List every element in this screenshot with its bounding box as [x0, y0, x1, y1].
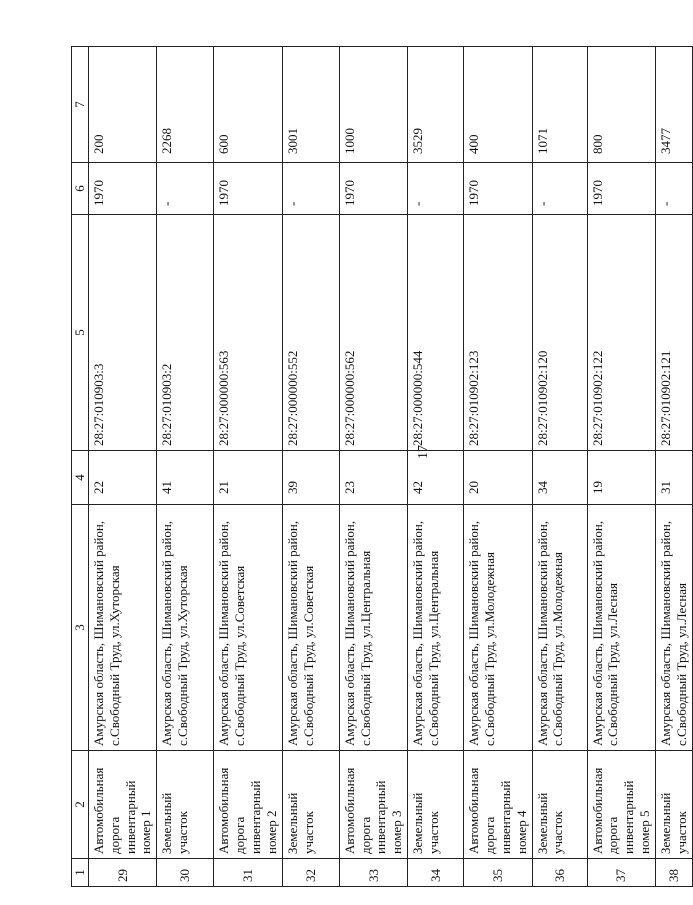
table-row [157, 47, 214, 887]
year: - [656, 163, 693, 215]
object-name: Автомобильная дорога инвентарный номер 2 [214, 751, 282, 859]
year: - [157, 163, 214, 215]
row-number: 34 [408, 859, 464, 887]
column-4-value: 31 [656, 451, 693, 505]
cadastral-number: 28:27:000000:562 [339, 215, 407, 451]
row-number: 33 [339, 859, 407, 887]
column-4-value: 22 [88, 451, 156, 505]
value: 3001 [282, 47, 339, 163]
value: 800 [587, 47, 655, 163]
row-number: 35 [464, 859, 532, 887]
column-header: 7 [72, 47, 89, 163]
cadastral-number: 28:27:000000:552 [282, 215, 339, 451]
object-name: Автомобильная дорога инвентарный номер 4 [464, 751, 532, 859]
column-header: 5 [72, 215, 89, 451]
value: 400 [464, 47, 532, 163]
object-address: Амурская область, Шимановский район, с.Свободный Труд, ул.Центральная [339, 505, 407, 751]
value: 1000 [339, 47, 407, 163]
object-name: Земельный участок [408, 751, 464, 859]
object-address: Амурская область, Шимановский район, с.Свободный Труд, ул.Лесная [656, 505, 693, 751]
column-header: 4 [72, 451, 89, 505]
object-address: Амурская область, Шимановский район, с.Свободный Труд, ул.Лесная [587, 505, 655, 751]
object-name: Земельный участок [282, 751, 339, 859]
year: 1970 [587, 163, 655, 215]
cadastral-number: 28:27:010902:120 [532, 215, 587, 451]
table-row [214, 47, 282, 887]
table-row [656, 47, 693, 887]
row-number: 29 [88, 859, 156, 887]
value: 200 [88, 47, 156, 163]
column-4-value: 42 [408, 451, 464, 505]
table-row [408, 47, 464, 887]
column-4-value: 23 [339, 451, 407, 505]
object-address: Амурская область, Шимановский район, с.Свободный Труд, ул.Советская [214, 505, 282, 751]
column-header: 6 [72, 163, 89, 215]
object-name: Автомобильная дорога инвентарный номер 5 [587, 751, 655, 859]
column-header: 1 [72, 859, 89, 887]
year: 1970 [464, 163, 532, 215]
value: 3477 [656, 47, 693, 163]
table-row [88, 47, 156, 887]
table-row [587, 47, 655, 887]
object-address: Амурская область, Шимановский район, с.Свободный Труд, ул.Советская [282, 505, 339, 751]
column-4-value: 20 [464, 451, 532, 505]
column-4-value: 39 [282, 451, 339, 505]
year: 1970 [88, 163, 156, 215]
cadastral-number: 28:27:010902:122 [587, 215, 655, 451]
object-address: Амурская область, Шимановский район, с.Свободный Труд, ул.Центральная [408, 505, 464, 751]
year: - [282, 163, 339, 215]
object-name: Земельный участок [532, 751, 587, 859]
row-number: 37 [587, 859, 655, 887]
object-name: Земельный участок [157, 751, 214, 859]
cadastral-number: 28:27:010903:2 [157, 215, 214, 451]
cadastral-number: 28:27:010902:121 [656, 215, 693, 451]
row-number: 31 [214, 859, 282, 887]
object-address: Амурская область, Шимановский район, с.Свободный Труд, ул.Хуторская [157, 505, 214, 751]
object-address: Амурская область, Шимановский район, с.Свободный Труд, ул.Молодежная [464, 505, 532, 751]
year: 1970 [339, 163, 407, 215]
object-address: Амурская область, Шимановский район, с.Свободный Труд, ул.Хуторская [88, 505, 156, 751]
cadastral-number: 28:27:010902:123 [464, 215, 532, 451]
cadastral-number: 28:27:010903:3 [88, 215, 156, 451]
row-number: 38 [656, 859, 693, 887]
column-4-value: 19 [587, 451, 655, 505]
header-row [72, 47, 89, 887]
object-name: Автомобильная дорога инвентарный номер 3 [339, 751, 407, 859]
table-row [464, 47, 532, 887]
row-number: 32 [282, 859, 339, 887]
year: 1970 [214, 163, 282, 215]
column-4-value: 34 [532, 451, 587, 505]
rotated-page [71, 47, 689, 887]
year: - [532, 163, 587, 215]
object-address: Амурская область, Шимановский район, с.Свободный Труд, ул.Молодежная [532, 505, 587, 751]
property-table [71, 46, 693, 887]
object-name: Автомобильная дорога инвентарный номер 1 [88, 751, 156, 859]
row-number: 36 [532, 859, 587, 887]
value: 600 [214, 47, 282, 163]
table-body [72, 47, 693, 887]
cadastral-number: 28:27:000000:563 [214, 215, 282, 451]
column-4-value: 21 [214, 451, 282, 505]
page-number: 17 [416, 445, 431, 459]
value: 1071 [532, 47, 587, 163]
object-name: Земельный участок [656, 751, 693, 859]
row-number: 30 [157, 859, 214, 887]
column-header: 2 [72, 751, 89, 859]
cadastral-number: 28:27:000000:544 [408, 215, 464, 451]
column-header: 3 [72, 505, 89, 751]
value: 3529 [408, 47, 464, 163]
table-row [339, 47, 407, 887]
table-row [282, 47, 339, 887]
value: 2268 [157, 47, 214, 163]
table-row [532, 47, 587, 887]
column-4-value: 41 [157, 451, 214, 505]
year: - [408, 163, 464, 215]
